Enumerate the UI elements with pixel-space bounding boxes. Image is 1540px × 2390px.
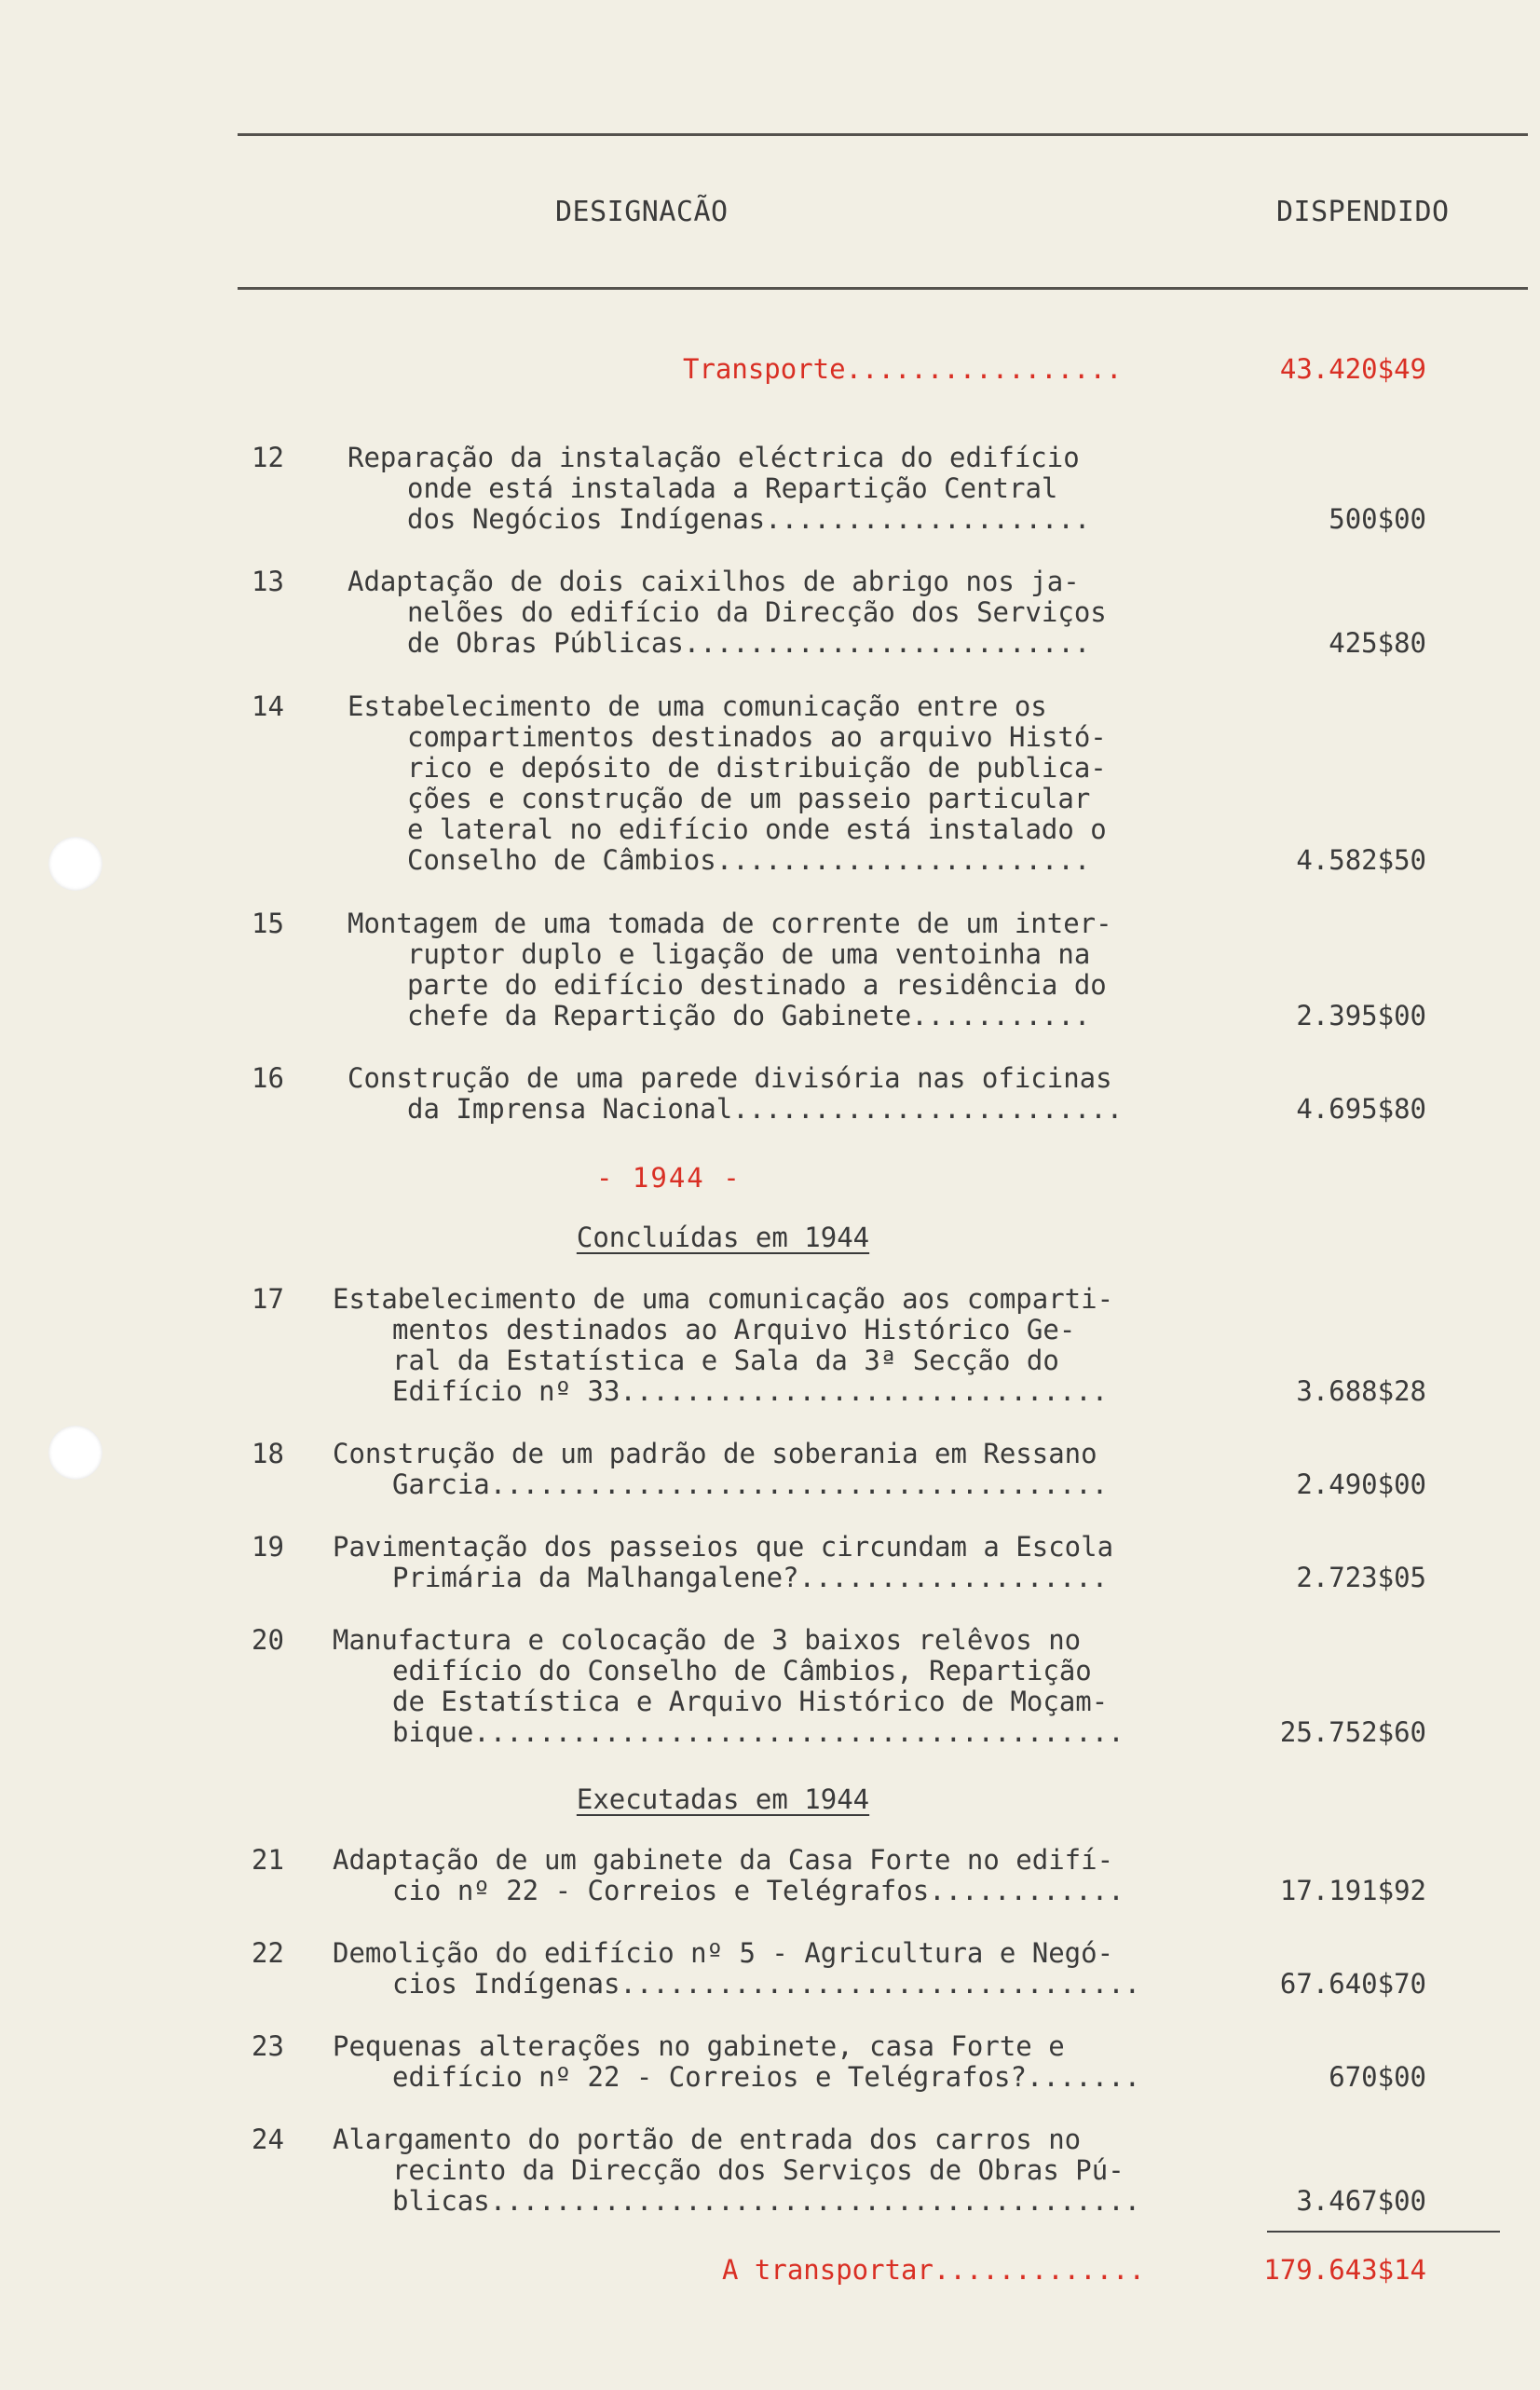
entry-description-line: Conselho de Câmbios....................... [407,844,1091,876]
entry-description-line: Estabelecimento de uma comunicação aos comparti- [333,1283,1114,1315]
header-bottom-rule [238,287,1528,290]
entry-amount: 500$00 [1329,503,1426,535]
entry-amount: 3.467$00 [1296,2185,1426,2217]
entry-description-line: bique........................................ [392,1716,1124,1748]
entry-description-line: Pequenas alterações no gabinete, casa Forte e [333,2030,1065,2062]
transport-label: Transporte................. [683,353,1123,385]
entry-description-line: onde está instalada a Repartição Central [407,472,1058,504]
entry-description [348,443,1279,535]
entry-description-line: mentos destinados ao Arquivo Histórico Ge- [392,1314,1076,1345]
entry-description-line: e lateral no edifício onde está instalado o [407,813,1107,845]
entry-description-line: da Imprensa Nacional........................ [407,1093,1124,1125]
column-header-spent: DISPENDIDO [1276,196,1450,228]
entry-description-line: blicas........................................ [392,2185,1141,2217]
column-header-designation: DESIGNACÃO [555,196,729,228]
entry-description-line: rico e depósito de distribuição de publica- [407,752,1107,784]
entry-description-line: Pavimentação dos passeios que circundam a Escola [333,1531,1114,1563]
entry-description-line: Edifício nº 33.............................. [392,1375,1109,1407]
section-heading-concluded: Concluídas em 1944 [576,1222,870,1253]
entry-number: 20 [252,1624,284,1656]
entry-description-line: ruptor duplo e ligação de uma ventoinha na [407,938,1091,970]
entry-description-line: Manufactura e colocação de 3 baixos relêvos no [333,1624,1082,1656]
entry-description-line: Estabelecimento de uma comunicação entre os [348,690,1047,722]
entry-description-line: dos Negócios Indígenas.................... [407,503,1091,535]
entry-description-line: cios Indígenas................................ [392,1968,1141,2000]
entry-description-line: Alargamento do portão de entrada dos carros no [333,2124,1082,2155]
entry-number: 14 [252,690,284,722]
entry-description [333,1439,1264,1500]
entry-number: 23 [252,2030,284,2062]
entry-description-line: nelões do edifício da Direcção dos Serviços [407,596,1107,628]
entry-number: 16 [252,1062,284,1094]
entry-description-line: Adaptação de um gabinete da Casa Forte no edifí- [333,1844,1114,1876]
year-stamp: - 1944 - [596,1162,742,1194]
entry-number: 17 [252,1283,284,1315]
entry-description [348,908,1279,1031]
transport-value: 43.420$49 [1279,353,1426,385]
entry-amount: 4.582$50 [1296,844,1426,876]
top-rule [238,133,1528,136]
entry-description-line: de Obras Públicas......................... [407,627,1091,659]
entry-description [333,1938,1264,2000]
entry-number: 21 [252,1844,284,1876]
entry-amount: 67.640$70 [1279,1968,1426,2000]
entry-description-line: Reparação da instalação eléctrica do edifício [348,442,1080,473]
entry-amount: 4.695$80 [1296,1093,1426,1125]
entry-number: 13 [252,566,284,597]
entry-description-line: de Estatística e Arquivo Histórico de Moçam- [392,1686,1109,1717]
entry-description [333,1532,1264,1593]
entry-amount: 425$80 [1329,627,1426,659]
entry-description-line: Construção de um padrão de soberania em Ressano [333,1438,1097,1469]
punch-hole-top [48,837,102,891]
entry-description-line: edifício nº 22 - Correios e Telégrafos?....... [392,2061,1141,2093]
entry-description [333,2031,1264,2093]
section-heading-executed: Executadas em 1944 [576,1783,870,1815]
entry-description-line: ções e construção de um passeio particular [407,783,1091,814]
entry-amount: 2.490$00 [1296,1468,1426,1500]
entry-description [333,1625,1264,1748]
entry-description-line: chefe da Repartição do Gabinete........... [407,1000,1091,1031]
entry-amount: 2.395$00 [1296,1000,1426,1031]
entry-number: 24 [252,2124,284,2155]
entry-amount: 25.752$60 [1279,1716,1426,1748]
total-underline [1267,2231,1500,2233]
entry-description-line: cio nº 22 - Correios e Telégrafos............ [392,1875,1124,1906]
entry-amount: 3.688$28 [1296,1375,1426,1407]
entry-description [348,691,1279,876]
to-transport-value: 179.643$14 [1263,2254,1426,2286]
entry-number: 22 [252,1937,284,1969]
entry-description-line: Montagem de uma tomada de corrente de um inter- [348,908,1112,939]
entry-description [348,1063,1279,1125]
entry-description [348,567,1279,659]
entry-description-line: recinto da Direcção dos Serviços de Obras Pú- [392,2154,1124,2186]
entry-description-line: parte do edifício destinado a residência do [407,969,1107,1001]
entry-number: 19 [252,1531,284,1563]
to-transport-label: A transportar............. [722,2254,1145,2286]
entry-amount: 670$00 [1329,2061,1426,2093]
entry-number: 12 [252,442,284,473]
entry-description-line: Garcia...................................... [392,1468,1109,1500]
entry-number: 15 [252,908,284,939]
entry-description [333,2124,1264,2217]
entry-amount: 17.191$92 [1279,1875,1426,1906]
entry-number: 18 [252,1438,284,1469]
entry-description-line: compartimentos destinados ao arquivo Histó- [407,721,1107,753]
entry-description-line: ral da Estatística e Sala da 3ª Secção do [392,1345,1059,1376]
entry-description-line: Construção de uma parede divisória nas oficinas [348,1062,1112,1094]
entry-description-line: Primária da Malhangalene?................... [392,1562,1109,1593]
entry-description-line: edifício do Conselho de Câmbios, Repartição [392,1655,1092,1687]
entry-description-line: Adaptação de dois caixilhos de abrigo nos ja- [348,566,1080,597]
entry-description-line: Demolição do edifício nº 5 - Agricultura e Negó- [333,1937,1114,1969]
entry-description [333,1845,1264,1906]
entry-amount: 2.723$05 [1296,1562,1426,1593]
entry-description [333,1284,1264,1407]
punch-hole-bottom [48,1426,102,1480]
